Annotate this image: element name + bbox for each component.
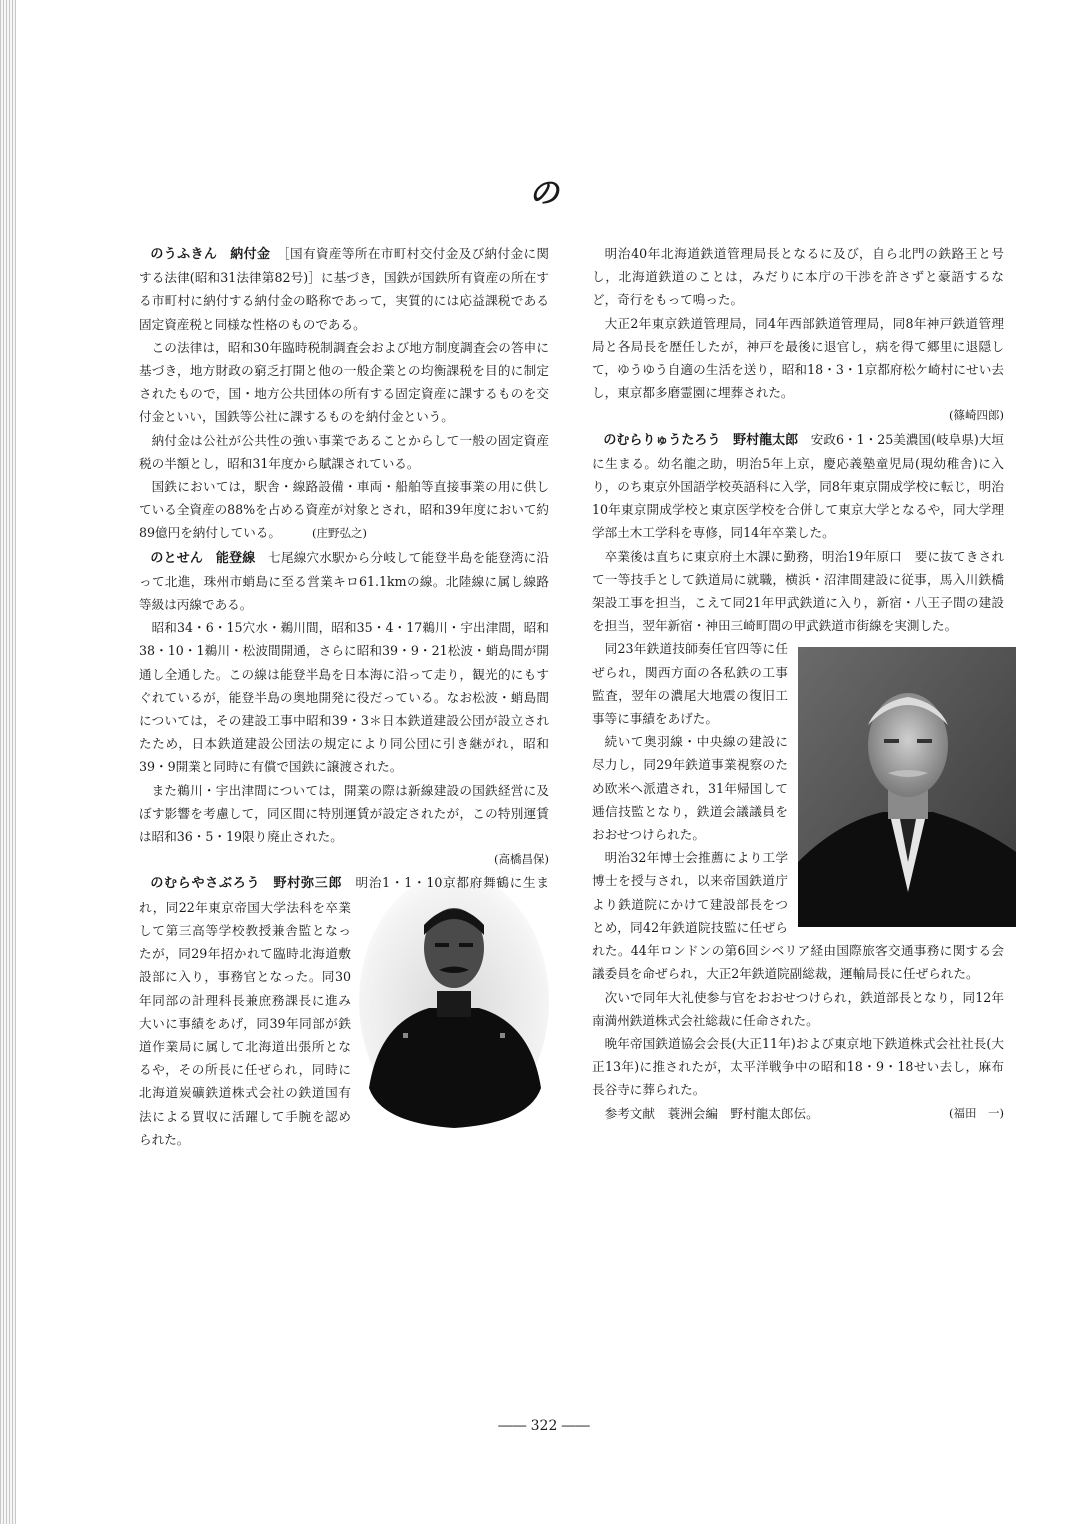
author-credit: (高橋昌保) bbox=[494, 852, 549, 867]
entry-paragraph: 次いで同年大礼使参与官をおおせつけられ，鉄道部長となり，同12年南満州鉄道株式会社総裁に任命された。 bbox=[592, 989, 1004, 1028]
entry-paragraph: 続いて奥羽線・中央線の建設に尽力し，同29年鉄道事業視察のため欧米へ派遣され，31年帰国して逓信技監となり，鉄道会議議員をおおせつけられた。 bbox=[592, 734, 788, 843]
entry-notosen bbox=[139, 546, 549, 617]
headword-kana: のむらりゅうたろう bbox=[603, 432, 721, 448]
entry-nomura-yasaburo bbox=[139, 871, 549, 1150]
entry-paragraph: 明治40年北海道鉄道管理局長となるに及び，自ら北門の鉄路王と号し，北海道鉄道のことは，みだりに本庁の干渉を許さずと豪語するなど，奇行をもって鳴った。 bbox=[592, 246, 1004, 308]
book-binding-edge bbox=[0, 0, 16, 1524]
entry-text: ［国有資産等所在市町村交付金及び納付金に関する法律(昭和31法律第82号)］に基づき，国鉄が国鉄所有資産の所在する市町村に納付する納付金の略称であって，実質的には応益課税である固定資産税と同様な性格のものである。 bbox=[139, 246, 550, 332]
entry-paragraph: 明治32年博士会推薦により工学博士を授与され，以来帝国鉄道庁より鉄道院にかけて建設部長をつとめ，同42年鉄道院技監に任ぜられた。44年ロンドンの第6回シベリア経由国際旅客交通事務に関する会議委員を命ぜられ，大正2年鉄道院副総裁，運輸局長に任ぜられた。 bbox=[592, 850, 1004, 982]
entry-nomura-ryutaro bbox=[592, 428, 1004, 545]
portrait-nomura-ryutaro bbox=[798, 647, 1016, 927]
entry-paragraph bbox=[592, 1102, 1004, 1125]
entry-paragraph: 卒業後は直ちに東京府土木課に勤務，明治19年原口 要に抜てきされて一等技手として鉄道局に就職，横浜・沼津間建設に従事，馬入川鉄橋架設工事を担当，こえて同21年甲武鉄道に入り，新宿・八王子間の建設を担当，翌年新宿・神田三崎町間の甲武鉄道市街線を実測した。 bbox=[592, 548, 1004, 634]
entry-paragraph: 大正2年東京鉄道管理局，同4年西部鉄道管理局，同8年神戸鉄道管理局と各局長を歴任したが，神戸を最後に退官し，病を得て郷里に退隠して，ゆうゆう自適の生活を送り，昭和18・3・1京都府松ケ崎村にせい去し，東京都多磨霊園に埋葬された。 bbox=[592, 315, 1004, 401]
author-credit: (福田 一) bbox=[949, 1105, 1004, 1120]
entry-text: 国鉄においては，駅舎・線路設備・車両・船舶等直接事業の用に供している全資産の88%を占める資産が対象とされ，昭和39年度において約89億円を納付している。 bbox=[139, 479, 549, 541]
entry-text: 安政6・1・25美濃国(岐阜県)大垣に生まる。幼名龍之助，明治5年上京，慶応義塾童児局(現幼稚舎)に入り，のち東京外国語学校英語科に入学，同8年東京開成学校に転じ，明治10年東京開成学校と東京医学校を合併して東京大学となるや，同大学理学部土木工学科を専修，同14年卒業した。 bbox=[592, 431, 1004, 541]
portrait-nomura-yasaburo bbox=[359, 873, 549, 1128]
headword-kanji: 野村弥三郎 bbox=[273, 876, 343, 892]
page-number: ―― 322 ―― bbox=[498, 1418, 590, 1434]
headword-kana: のうふきん bbox=[150, 247, 218, 262]
headword-kana: のむらやさぶろう bbox=[150, 876, 261, 892]
author-credit: (篠崎四郎) bbox=[949, 408, 1004, 423]
entry-paragraph: 同23年鉄道技師奏任官四等に任ぜられ，関西方面の各私鉄の工事監査，翌年の濃尾大地震の復旧工事等に事績をあげた。 bbox=[592, 641, 788, 727]
headword-kanji: 納付金 bbox=[230, 247, 271, 262]
entry-paragraph: 晩年帝国鉄道協会会長(大正11年)および東京地下鉄道株式会社社長(大正13年)に推されたが，太平洋戦争中の昭和18・9・18せい去し，麻布長谷寺に葬られた。 bbox=[592, 1035, 1004, 1098]
entry-paragraph: また鵜川・宇出津間については，開業の際は新線建設の国鉄経営に及ぼす影響を考慮して，同区間に特別運賃が設定されたが，この特別運賃は昭和36・5・19限り廃止された。 bbox=[139, 782, 549, 845]
headword-kanji: 能登線 bbox=[215, 550, 256, 566]
section-heading: の bbox=[529, 176, 559, 211]
right-column bbox=[592, 242, 1004, 1125]
left-column bbox=[139, 242, 549, 1151]
entry-text: 明治1・1・10京都府舞鶴に生まれ，同22年東京帝国大学法科を卒業して第三高等学校教授兼舎監となったが，同29年招かれて臨時北海道敷設部に入り，事務官となった。同30年同部の計理科長兼庶務課長に進み大いに事績をあげ，同39年同部が鉄道作業局に属して北海道出張所となるや，その所長に任ぜられ，同時に北海道炭礦鉄道株式会社の鉄道国有法による買収に活躍して手腕を認められた。 bbox=[139, 875, 549, 1147]
author-credit: (庄野弘之) bbox=[311, 526, 367, 541]
headword-kanji: 野村龍太郎 bbox=[733, 432, 799, 448]
entry-nofukin bbox=[139, 242, 549, 336]
entry-paragraph: 納付金は公社が公共性の強い事業であることからして一般の固定資産税の半額とし，昭和31年度から賦課されている。 bbox=[139, 432, 549, 471]
reference-text: 参考文献 蓑洲会編 野村龍太郎伝。 bbox=[604, 1105, 819, 1121]
entry-paragraph: この法律は，昭和30年臨時税制調査会および地方制度調査会の答申に基づき，地方財政の窮乏打開と他の一般企業との均衡課税を目的に制定されたもので，国・地方公共団体の所有する固定資産に課するものを交付金といい，国鉄等公社に課するものを納付金という。 bbox=[139, 339, 549, 425]
entry-text: 七尾線穴水駅から分岐して能登半島を能登湾に沿って北進，珠州市蛸島に至る営業キロ61.1kmの線。北陸線に属し線路等級は丙線である。 bbox=[139, 549, 550, 613]
entry-paragraph bbox=[139, 475, 549, 546]
headword-kana: のとせん bbox=[150, 550, 204, 566]
entry-paragraph: 昭和34・6・15穴水・鵜川間，昭和35・4・17鵜川・宇出津間，昭和38・10・1鵜川・松波間開通，さらに昭和39・9・21松波・蛸島間が開通し全通した。この線は能登半島を日本海に沿って走り，観光的にもすぐれているが，能登半島の奥地開発に役だっている。なお松波・蛸島間については，その建設工事中昭和39・3＊日本鉄道建設公団が設立されたため，日本鉄道建設公団法の規定により同公団に引き継がれ，昭和39・9開業と同時に有償で国鉄に譲渡された。 bbox=[139, 620, 549, 775]
